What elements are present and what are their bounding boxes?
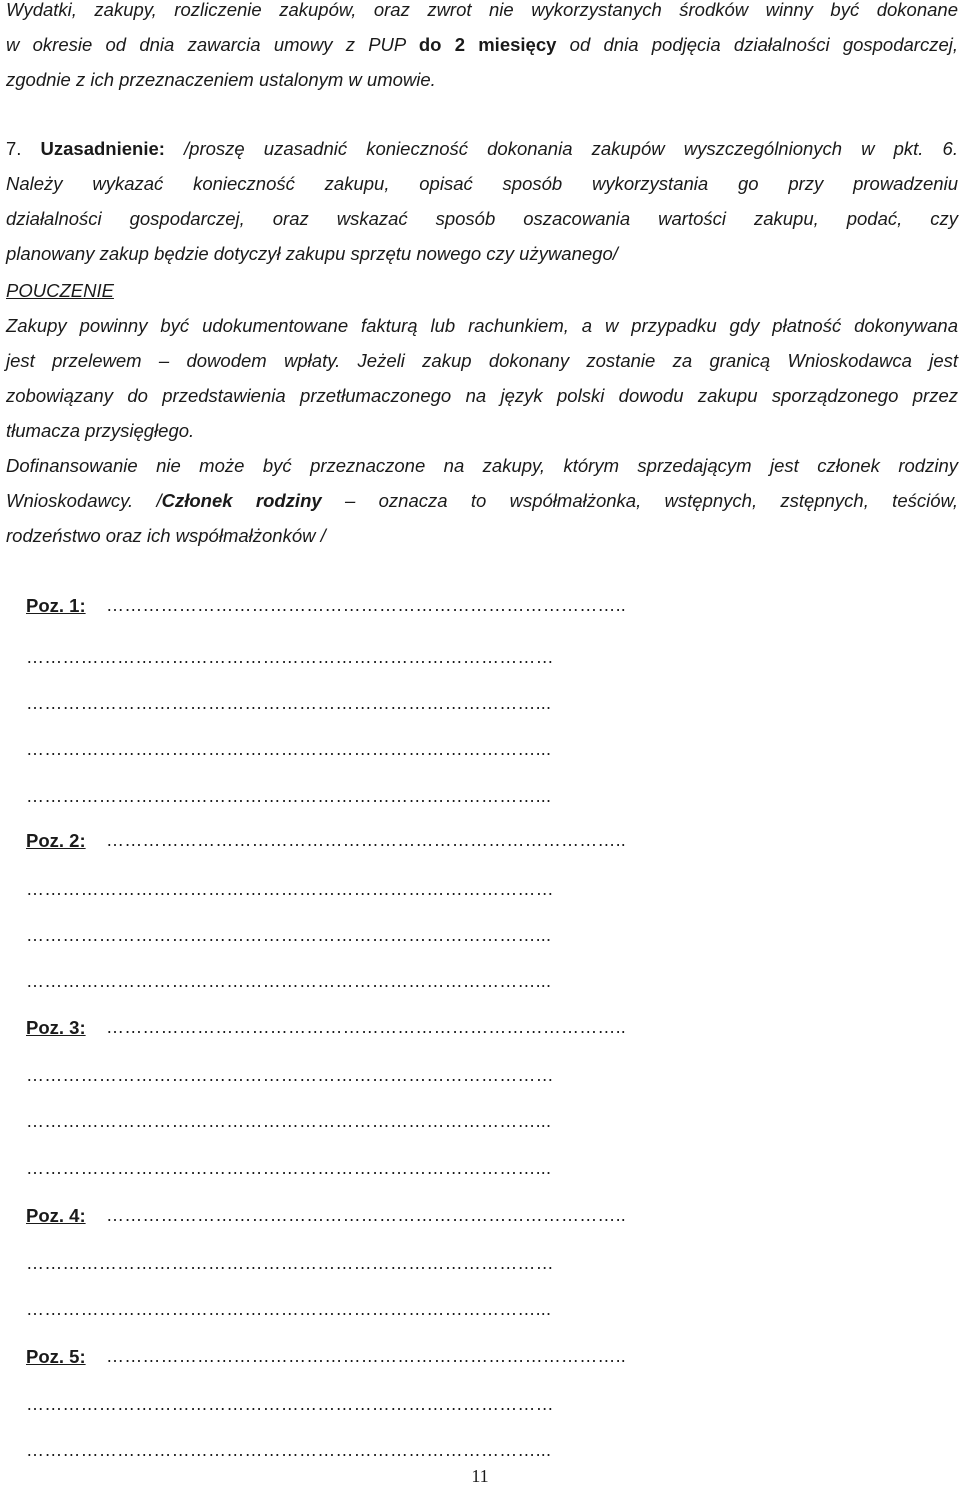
deadline-bold: do 2 miesięcy: [418, 34, 557, 55]
poz-2-line[interactable]: …………………………………………………………………………...: [26, 971, 552, 991]
section-7-line-3: działalności gospodarczej, oraz wskazać sposób oszacowania wartości zakupu, podać, czy: [6, 208, 958, 229]
poz-4-label: Poz. 4:: [26, 1205, 86, 1226]
poz-1-line[interactable]: …………………………………………………………………………...: [26, 739, 552, 759]
section-7-line-1: 7. Uzasadnienie: /proszę uzasadnić konieczność dokonania zakupów wyszczególnionych w pkt. 6.: [6, 138, 958, 159]
intro-line-3: zgodnie z ich przeznaczeniem ustalonym w umowie.: [6, 69, 436, 90]
poz-1-field[interactable]: …………………………………………………………………………..: [106, 595, 627, 615]
section-7-line-2: Należy wykazać konieczność zakupu, opisać sposób wykorzystania go przy prowadzeniu: [6, 173, 958, 194]
family-member-bold: Członek rodziny: [161, 490, 322, 511]
poz-3-field[interactable]: …………………………………………………………………………..: [106, 1017, 627, 1037]
poz-4-field[interactable]: …………………………………………………………………………..: [106, 1205, 627, 1225]
notice-p2-line-1: Dofinansowanie nie może być przeznaczone na zakupy, którym sprzedającym jest członek rodziny: [6, 455, 958, 476]
notice-p1-line-2: jest przelewem – dowodem wpłaty. Jeżeli zakup dokonany zostanie za granicą Wnioskodawca jest: [6, 350, 958, 371]
poz-3-line[interactable]: …………………………………………………………………………...: [26, 1111, 552, 1131]
notice-p1-line-1: Zakupy powinny być udokumentowane fakturą lub rachunkiem, a w przypadku gdy płatność dokonywana: [6, 315, 958, 336]
poz-1-line[interactable]: …………………………………………………………………………...: [26, 693, 552, 713]
notice-p2-line-2: Wnioskodawcy. /Członek rodziny – oznacza to współmałżonka, wstępnych, zstępnych, teściów,: [6, 490, 958, 511]
poz-5-label: Poz. 5:: [26, 1346, 86, 1367]
poz-4-line[interactable]: …………………………………………………………………………...: [26, 1299, 552, 1319]
poz-5-line[interactable]: ……………………………………………………………………………: [26, 1394, 554, 1414]
poz-1-line[interactable]: …………………………………………………………………………...: [26, 786, 552, 806]
poz-3-line[interactable]: ……………………………………………………………………………: [26, 1065, 554, 1085]
page-number: 11: [471, 1466, 489, 1486]
intro-line-2: w okresie od dnia zawarcia umowy z PUP do 2 miesięcy od dnia podjęcia działalności gospodarczej,: [6, 34, 959, 55]
poz-2-label: Poz. 2:: [26, 830, 86, 851]
poz-5-field[interactable]: …………………………………………………………………………..: [106, 1346, 627, 1366]
notice-block: [6, 273, 958, 553]
notice-p2-line-3: rodzeństwo oraz ich współmałżonków /: [6, 525, 326, 546]
intro-paragraph: [6, 0, 958, 97]
poz-5-line[interactable]: …………………………………………………………………………...: [26, 1440, 552, 1460]
poz-2-field[interactable]: …………………………………………………………………………..: [106, 830, 627, 850]
poz-1-line[interactable]: ……………………………………………………………………………: [26, 647, 554, 667]
notice-title: POUCZENIE: [6, 280, 114, 301]
section-7-justification: [6, 131, 958, 271]
poz-1-label: Poz. 1:: [26, 595, 86, 616]
poz-3-line[interactable]: …………………………………………………………………………...: [26, 1158, 552, 1178]
intro-line-1: Wydatki, zakupy, rozliczenie zakupów, oraz zwrot nie wykorzystanych środków winny być dokonane: [6, 0, 958, 20]
poz-3-label: Poz. 3:: [26, 1017, 86, 1038]
section-7-line-4: planowany zakup będzie dotyczył zakupu sprzętu nowego czy używanego/: [6, 243, 618, 264]
poz-2-line[interactable]: ……………………………………………………………………………: [26, 879, 554, 899]
section-7-heading: Uzasadnienie:: [40, 138, 165, 159]
poz-4-line[interactable]: ……………………………………………………………………………: [26, 1253, 554, 1273]
notice-p1-line-4: tłumacza przysięgłego.: [6, 420, 195, 441]
poz-2-line[interactable]: …………………………………………………………………………...: [26, 925, 552, 945]
notice-p1-line-3: zobowiązany do przedstawienia przetłumaczonego na język polski dowodu zakupu sporządzonego przez: [6, 385, 958, 406]
